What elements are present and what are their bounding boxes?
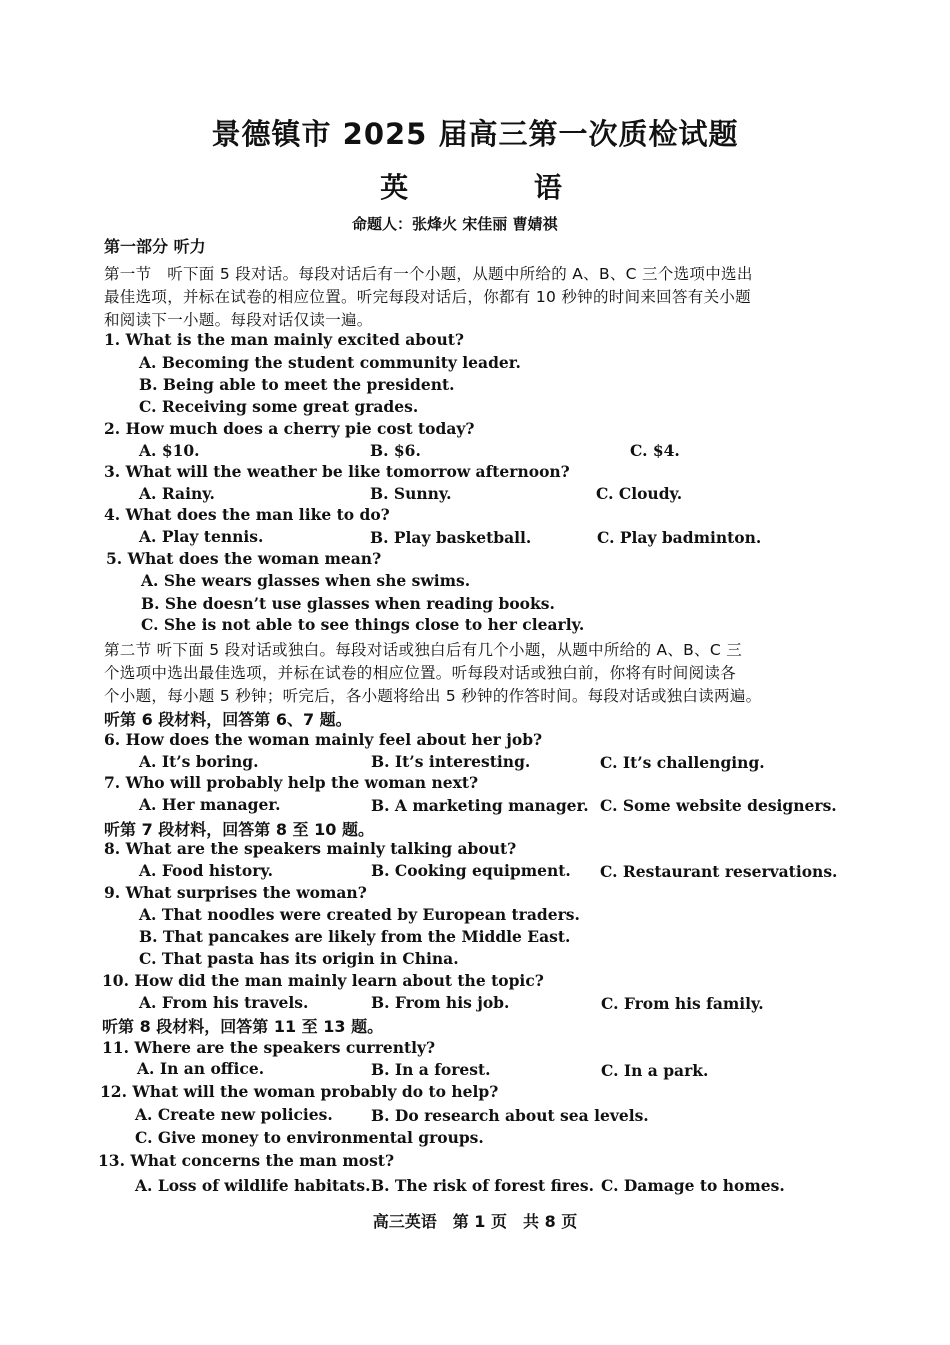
question-8-option-b: B. Cooking equipment. bbox=[371, 861, 571, 880]
section2-line-3: 个小题，每小题 5 秒钟；听完后，各小题将给出 5 秒钟的作答时间。每段对话或独白读两遍。 bbox=[104, 687, 762, 705]
question-1-option-c: C. Receiving some great grades. bbox=[139, 397, 419, 416]
question-11-option-a: A. In an office. bbox=[137, 1059, 265, 1078]
question-13-option-a: A. Loss of wildlife habitats. bbox=[135, 1176, 371, 1195]
question-6-option-a: A. It’s boring. bbox=[139, 752, 259, 771]
question-3-stem: 3. What will the weather be like tomorrow afternoon? bbox=[104, 462, 570, 481]
question-13-option-c: C. Damage to homes. bbox=[601, 1176, 785, 1195]
question-5-option-a: A. She wears glasses when she swims. bbox=[141, 571, 471, 590]
question-9-option-c: C. That pasta has its origin in China. bbox=[139, 949, 459, 968]
authors-line: 命题人：张烽火 宋佳丽 曹婧祺 bbox=[352, 215, 558, 233]
question-3-option-a: A. Rainy. bbox=[139, 484, 215, 503]
question-2-option-c: C. $4. bbox=[630, 441, 680, 460]
question-4-option-a: A. Play tennis. bbox=[139, 527, 264, 546]
question-10-option-b: B. From his job. bbox=[371, 993, 510, 1012]
section2-line-2: 个选项中选出最佳选项，并标在试卷的相应位置。听每段对话或独白前，你将有时间阅读各 bbox=[104, 664, 737, 682]
section1-line-2: 最佳选项，并标在试卷的相应位置。听完每段对话后，你都有 10 秒钟的时间来回答有关小题 bbox=[104, 288, 751, 306]
subject-heading: 英 语 bbox=[380, 171, 600, 204]
question-12-option-a: A. Create new policies. bbox=[135, 1105, 333, 1124]
question-11-option-b: B. In a forest. bbox=[371, 1060, 491, 1079]
question-11-stem: 11. Where are the speakers currently? bbox=[102, 1038, 436, 1057]
question-6-stem: 6. How does the woman mainly feel about her job? bbox=[104, 730, 543, 749]
question-2-option-b: B. $6. bbox=[370, 441, 421, 460]
question-1-option-b: B. Being able to meet the president. bbox=[139, 375, 455, 394]
question-9-option-a: A. That noodles were created by European traders. bbox=[139, 905, 580, 924]
question-7-option-b: B. A marketing manager. bbox=[371, 796, 589, 815]
question-1-stem: 1. What is the man mainly excited about? bbox=[104, 330, 464, 349]
page-footer: 高三英语 第 1 页 共 8 页 bbox=[372, 1212, 578, 1231]
question-4-option-b: B. Play basketball. bbox=[370, 528, 532, 547]
page-title: 景德镇市 2025 届高三第一次质检试题 bbox=[211, 117, 739, 151]
question-10-option-a: A. From his travels. bbox=[139, 993, 309, 1012]
material-8-heading: 听第 8 段材料，回答第 11 至 13 题。 bbox=[102, 1017, 384, 1036]
question-1-option-a: A. Becoming the student community leader. bbox=[139, 353, 521, 372]
part1-heading: 第一部分 听力 bbox=[104, 237, 206, 256]
question-5-option-b: B. She doesn’t use glasses when reading books. bbox=[141, 594, 555, 613]
question-11-option-c: C. In a park. bbox=[601, 1061, 709, 1080]
question-8-option-a: A. Food history. bbox=[139, 861, 274, 880]
material-6-heading: 听第 6 段材料，回答第 6、7 题。 bbox=[104, 710, 352, 729]
question-2-stem: 2. How much does a cherry pie cost today? bbox=[104, 419, 475, 438]
question-5-stem: 5. What does the woman mean? bbox=[106, 549, 382, 568]
question-8-option-c: C. Restaurant reservations. bbox=[600, 862, 838, 881]
question-12-stem: 12. What will the woman probably do to help? bbox=[100, 1082, 499, 1101]
question-9-stem: 9. What surprises the woman? bbox=[104, 883, 367, 902]
question-10-option-c: C. From his family. bbox=[601, 994, 764, 1013]
question-13-option-b: B. The risk of forest fires. bbox=[371, 1176, 595, 1195]
question-3-option-c: C. Cloudy. bbox=[596, 484, 683, 503]
material-7-heading: 听第 7 段材料，回答第 8 至 10 题。 bbox=[104, 820, 374, 839]
question-7-option-c: C. Some website designers. bbox=[600, 796, 837, 815]
question-6-option-c: C. It’s challenging. bbox=[600, 753, 765, 772]
question-8-stem: 8. What are the speakers mainly talking about? bbox=[104, 839, 517, 858]
question-2-option-a: A. $10. bbox=[139, 441, 200, 460]
question-7-stem: 7. Who will probably help the woman next? bbox=[104, 773, 479, 792]
section1-line-1: 第一节 听下面 5 段对话。每段对话后有一个小题，从题中所给的 A、B、C 三个选项中选出 bbox=[104, 265, 753, 283]
question-13-stem: 13. What concerns the man most? bbox=[98, 1151, 395, 1170]
question-6-option-b: B. It’s interesting. bbox=[371, 752, 531, 771]
question-10-stem: 10. How did the man mainly learn about the topic? bbox=[102, 971, 544, 990]
question-3-option-b: B. Sunny. bbox=[370, 484, 452, 503]
section2-line-1: 第二节 听下面 5 段对话或独白。每段对话或独白后有几个小题，从题中所给的 A、B、C 三 bbox=[104, 641, 743, 659]
question-12-option-c: C. Give money to environmental groups. bbox=[135, 1128, 484, 1147]
section1-line-3: 和阅读下一小题。每段对话仅读一遍。 bbox=[104, 311, 373, 329]
question-12-option-b: B. Do research about sea levels. bbox=[371, 1106, 649, 1125]
question-4-option-c: C. Play badminton. bbox=[597, 528, 762, 547]
question-9-option-b: B. That pancakes are likely from the Middle East. bbox=[139, 927, 571, 946]
question-7-option-a: A. Her manager. bbox=[139, 795, 281, 814]
question-4-stem: 4. What does the man like to do? bbox=[104, 505, 390, 524]
question-5-option-c: C. She is not able to see things close to her clearly. bbox=[141, 615, 585, 634]
